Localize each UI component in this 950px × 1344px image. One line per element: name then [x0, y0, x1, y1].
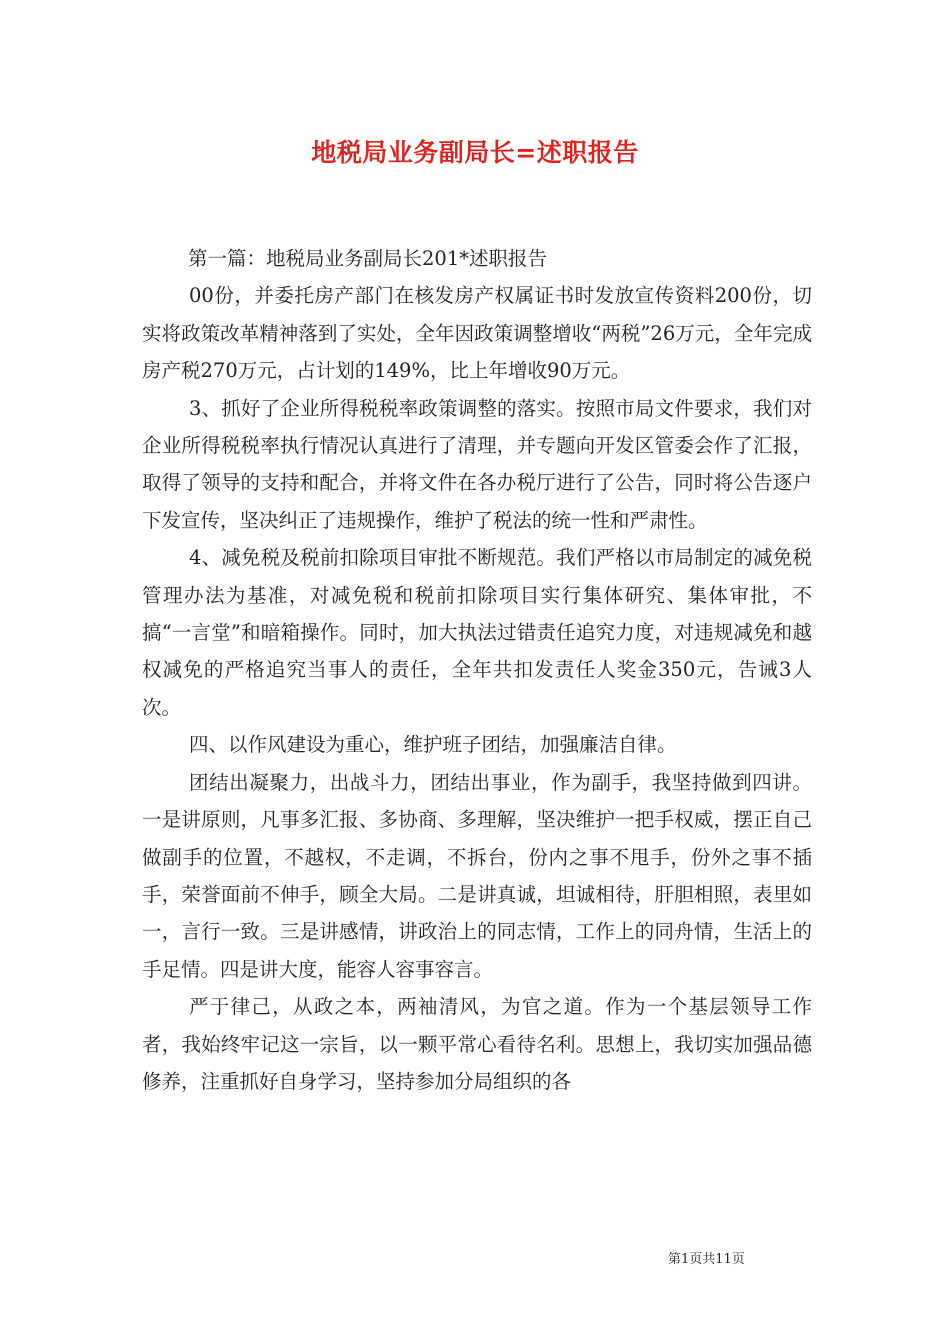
- paragraph: 团结出凝聚力，出战斗力，团结出事业，作为副手，我坚持做到四讲。一是讲原则，凡事多汇报、多协商、多理解，坚决维护一把手权威，摆正自己做副手的位置，不越权，不走调，不拆台，份内之事不甩手，份外之事不插手，荣誉面前不伸手，顾全大局。二是讲真诚，坦诚相待，肝胆相照，表里如一，言行一致。三是讲感情，讲政治上的同志情，工作上的同舟情，生活上的手足情。四是讲大度，能容人容事容言。: [142, 770, 812, 981]
- paragraph: 严于律己，从政之本，两袖清风，为官之道。作为一个基层领导工作者，我始终牢记这一宗旨，以一颗平常心看待名利。思想上，我切实加强品德修养，注重抓好自身学习，坚持参加分局组织的各: [142, 995, 812, 1093]
- paragraph: 四、以作风建设为重心，维护班子团结，加强廉洁自律。: [189, 733, 677, 757]
- paragraph: 00份，并委托房产部门在核发房产权属证书时发放宣传资料200份，切实将政策改革精神落到了实处，全年因政策调整增收“两税”26万元，全年完成房产税270万元，占计划的149%，比上年增收90万元。: [142, 284, 812, 383]
- paragraph: 4、减免税及税前扣除项目审批不断规范。我们严格以市局制定的减免税管理办法为基准，对减免税和税前扣除项目实行集体研究、集体审批，不搞“一言堂”和暗箱操作。同时，加大执法过错责任追究力度，对违规减免和越权减免的严格追究当事人的责任，全年共扣发责任人奖金350元，告诫3人次。: [142, 546, 812, 719]
- document-body: [142, 240, 812, 1100]
- section-heading: 第一篇：地税局业务副局长201*述职报告: [188, 247, 547, 270]
- page-number: 第1页共11页: [668, 1252, 745, 1267]
- document-title: 地税局业务副局长=述职报告: [311, 138, 639, 167]
- paragraph: 3、抓好了企业所得税税率政策调整的落实。按照市局文件要求，我们对企业所得税税率执行情况认真进行了清理，并专题向开发区管委会作了汇报，取得了领导的支持和配合，并将文件在各办税厅进行了公告，同时将公告逐户下发宣传，坚决纠正了违规操作，维护了税法的统一性和严肃性。: [142, 396, 812, 532]
